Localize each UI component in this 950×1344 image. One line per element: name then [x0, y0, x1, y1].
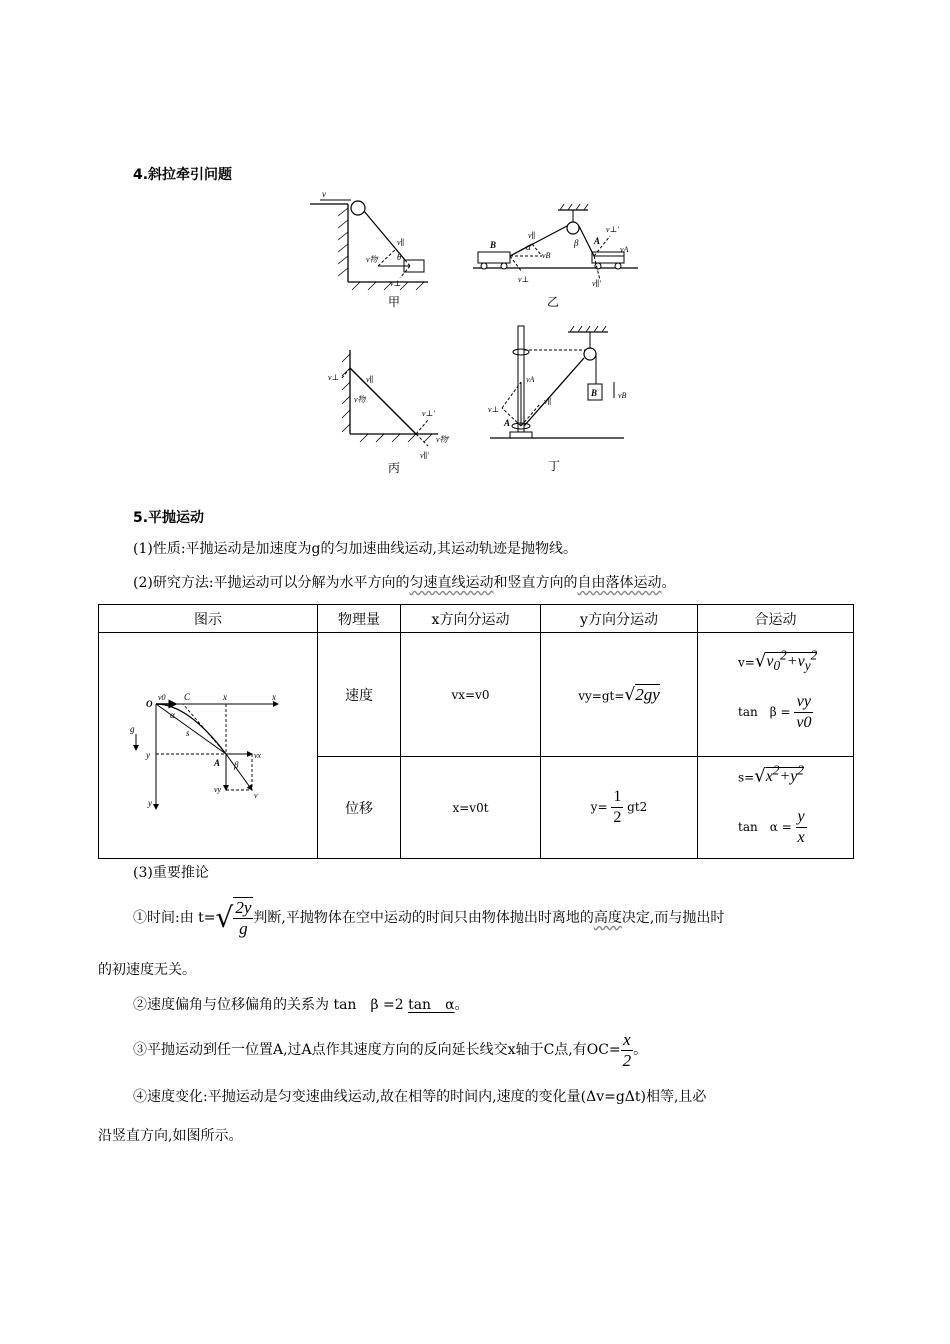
ding-vpar-label: v∥ [544, 397, 552, 406]
displacement-y-den: 2 [613, 809, 622, 826]
diag-y-axis-label: y [148, 797, 152, 808]
angle-emph: tan α [408, 997, 455, 1013]
inference-time: ①时间:由 t=√ $\frac{2y}{g}$ 判断,平抛物体在空中运动的时间只由物体抛出时离地的高度决定,而与抛出时 [133, 898, 725, 938]
diag-v-label: v [254, 790, 258, 800]
yi-A-label: A [594, 236, 601, 246]
displacement-combined-s: s= [738, 769, 755, 784]
diagram-yi [470, 200, 640, 314]
caption-jia: 甲 [388, 295, 401, 309]
diag-g-label: g [130, 723, 135, 734]
bing-vobj-prime-label: v物′ [436, 435, 450, 444]
header-y-motion: y方向分运动 [541, 605, 698, 633]
method-emph-freefall: 自由落体运动 [577, 575, 662, 591]
displacement-combined: $s=√x^2+y^2$ tan α = $\frac{y}{x}$ [698, 757, 854, 859]
yi-vperp-label: v⊥ [518, 275, 530, 284]
inference-velocity-change: ④速度变化:平抛运动是匀变速曲线运动,故在相等的时间内,速度的变化量(Δv=gΔt)相等,且必 [133, 1089, 707, 1105]
angle-text-a: ②速度偏角与位移偏角的关系为 tan β =2 [133, 997, 404, 1013]
diag-alpha-label: α [170, 709, 175, 720]
header-diagram: 图示 [99, 605, 318, 633]
velocity-tan-den: v0 [796, 713, 812, 731]
displacement-tan-label: tan α = [738, 819, 792, 834]
yi-vA-label: vA [620, 245, 629, 254]
displacement-y [541, 757, 698, 859]
ding-vperp-label: v⊥ [488, 405, 500, 414]
diag-O-label: O [146, 698, 153, 709]
diag-v0-label: v0 [158, 692, 166, 702]
method-emph-uniform: 匀速直线运动 [409, 575, 494, 591]
displacement-x: x=v0t [401, 757, 541, 859]
ding-vB-label: vB [618, 391, 627, 400]
midpoint-text-a: ③平抛运动到任一位置A,过A点作其速度方向的反向延长线交x轴于C点,有OC= [133, 1042, 621, 1058]
caption-bing: 丙 [388, 461, 401, 474]
ding-B-label: B [591, 388, 598, 398]
midpoint-num: x [621, 1030, 634, 1051]
section-4-title: 4.斜拉牵引问题 [133, 167, 233, 183]
displacement-tan-num: y [796, 807, 807, 828]
jia-vpar-label: v∥ [397, 238, 405, 247]
diag-C-label: C [184, 691, 191, 702]
time-num: 2y [235, 898, 252, 917]
velocity-combined-sqrt: $v_0^2+v_y^2$ [766, 647, 818, 674]
method-text-c: 和竖直方向的 [493, 575, 578, 591]
yi-alpha-label: α [526, 242, 531, 252]
yi-beta-label: β [574, 238, 579, 248]
velocity-combined: $v=√v_0^2+v_y^2$ tan β = $\frac{vy}{v0}$ [698, 633, 854, 757]
displacement-tan-den: x [797, 828, 805, 846]
bing-vperp-label: v⊥ [328, 373, 340, 382]
header-combined: 合运动 [698, 605, 854, 633]
inference-midpoint [133, 1028, 647, 1072]
time-text-d: 决定,而与抛出时 [621, 910, 725, 926]
diagram-jia [300, 186, 440, 314]
velocity-y-text: vy=gt= [578, 688, 625, 703]
section-5-title: 5.平抛运动 [133, 510, 205, 526]
inference-angle [133, 995, 469, 1015]
diag-vx-label: vx [254, 750, 262, 760]
bing-vperp-prime-label: v⊥′ [422, 409, 435, 418]
displacement-combined-sqrt: $x^2+y^2$ [765, 762, 805, 785]
bing-vpar-prime-label: v∥′ [420, 451, 429, 460]
time-text-b: 判断,平抛物体在空中运动的时间只由物体抛出时离地的 [253, 910, 594, 926]
angle-text-c: 。 [454, 997, 469, 1013]
time-den: g [239, 919, 248, 938]
trajectory-diagram-cell [99, 633, 318, 859]
diag-x-axis-label: x [272, 691, 276, 702]
trajectory-diagram [128, 674, 288, 814]
displacement-y-pre: y= [590, 800, 608, 814]
projectile-table [98, 604, 854, 859]
velocity-tan-num: vy [794, 692, 813, 713]
inference-heading: (3)重要推论 [133, 865, 209, 881]
diag-s-label: s [186, 727, 190, 738]
yi-B-label: B [490, 240, 497, 250]
ding-A-label: A [504, 418, 511, 428]
diag-A-label: A [214, 757, 221, 768]
displacement-label: 位移 [318, 757, 401, 859]
velocity-combined-v: v= [738, 654, 755, 669]
diag-y-left-label: y [146, 749, 150, 760]
midpoint-den: 2 [622, 1050, 632, 1070]
velocity-label: 速度 [318, 633, 401, 757]
diag-vy-label: vy [214, 784, 222, 794]
method-text-e: 。 [661, 575, 676, 591]
bing-vpar-label: v∥ [366, 375, 374, 384]
diag-beta-label: β [234, 759, 239, 770]
method-text-a: (2)研究方法:平抛运动可以分解为水平方向的 [133, 575, 410, 591]
caption-yi: 乙 [547, 295, 560, 309]
velocity-x: vx=v0 [401, 633, 541, 757]
header-quantity: 物理量 [318, 605, 401, 633]
jia-theta-label: θ [397, 252, 402, 262]
inference-velocity-change-cont: 沿竖直方向,如图所示。 [98, 1128, 243, 1144]
inference-time-cont: 的初速度无关。 [98, 962, 196, 978]
bing-vobj-label: v物 [354, 395, 366, 404]
jia-v-label: v [322, 189, 326, 199]
diag-x-top-label: x [223, 691, 227, 702]
property-paragraph: (1)性质:平抛运动是加速度为g的匀加速曲线运动,其运动轨迹是抛物线。 [133, 541, 577, 557]
yi-vpar-label: v∥ [528, 231, 536, 240]
header-x-motion: x方向分运动 [401, 605, 541, 633]
displacement-y-num: 1 [611, 787, 623, 808]
velocity-tan-label: tan β = [738, 704, 791, 719]
time-emph-height: 高度 [593, 910, 622, 926]
diagram-bing [320, 346, 470, 474]
velocity-y: vy=gt=√2gy [541, 633, 698, 757]
method-paragraph [133, 573, 676, 593]
velocity-y-sqrt: 2gy [635, 684, 660, 704]
midpoint-text-c: 。 [633, 1042, 648, 1058]
caption-ding: 丁 [548, 459, 561, 473]
ding-vA-label: vA [526, 375, 535, 384]
jia-vobj-label: v物 [366, 255, 378, 264]
displacement-y-post: gt2 [627, 800, 648, 814]
yi-vB-label: vB [542, 251, 551, 260]
diagram-ding [482, 322, 632, 474]
time-text-a: ①时间:由 t= [133, 910, 216, 926]
yi-vperp-prime-label: v⊥′ [606, 225, 619, 234]
yi-vpar-prime-label: v∥′ [592, 279, 601, 288]
jia-vperp-label: v⊥ [390, 279, 402, 288]
